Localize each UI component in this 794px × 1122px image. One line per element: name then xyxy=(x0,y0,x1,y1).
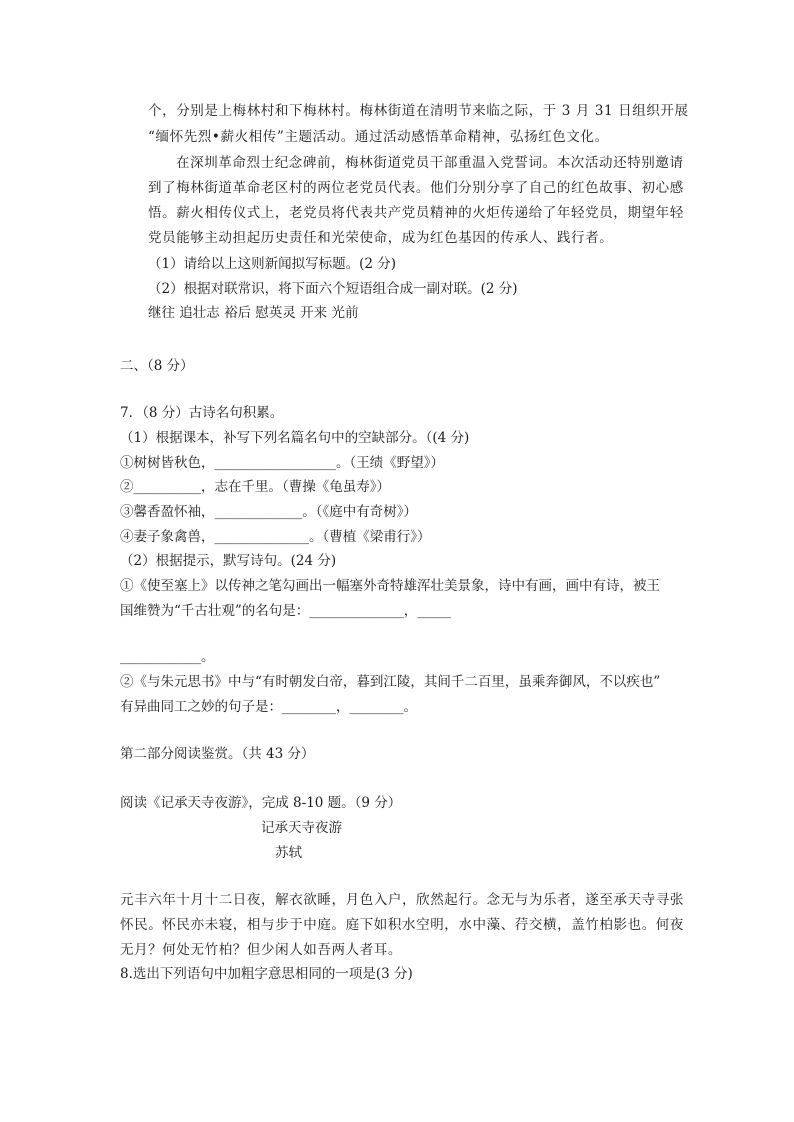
news-text-line-5: 悟。薪火相传仪式上，老党员将代表共产党员精神的火炬传递给了年轻党员，期望年轻 xyxy=(148,205,684,221)
question-2: （2）根据对联常识，将下面六个短语组合成一副对联。(2 分) xyxy=(148,281,518,297)
passage-author: 苏轼 xyxy=(275,845,302,861)
fill-item-5-line-1: ①《使至塞上》以传神之笔勾画出一幅塞外奇特雄浑壮美景象，诗中有画，画中有诗，被王 xyxy=(120,578,660,594)
passage-title: 记承天寺夜游 xyxy=(261,820,342,836)
fill-item-5-line-2: 国维赞为“千古壮观”的名句是：______________，_____ xyxy=(120,603,452,619)
question-1: （1）请给以上这则新闻拟写标题。(2 分) xyxy=(148,256,397,272)
news-text-line-2: “缅怀先烈•薪火相传”主题活动。通过活动感悟革命精神，弘扬红色文化。 xyxy=(148,129,609,145)
fill-item-5-line-3: ____________。 xyxy=(120,649,215,665)
news-text-line-4: 到了梅林街道革命老区村的两位老党员代表。他们分别分享了自己的红色故事、初心感 xyxy=(148,180,684,196)
passage-line-3: 无月？何处无竹柏？但少闲人如吾两人者耳。 xyxy=(120,942,402,958)
fill-item-6-line-2: 有异曲同工之妙的句子是：________，________。 xyxy=(120,699,417,715)
passage-line-2: 怀民。怀民亦未寝，相与步于中庭。庭下如积水空明，水中藻、荇交横，盖竹柏影也。何夜 xyxy=(120,917,684,933)
news-text-line-1: 个，分别是上梅林村和下梅林村。梅林街道在清明节来临之际，于 3 月 31 日组织开展 xyxy=(148,103,689,119)
question-7: 7．（8 分）古诗名句积累。 xyxy=(120,405,284,421)
fill-item-6-line-1: ②《与朱元思书》中与“有时朝发白帝，暮到江陵，其间千二百里，虽乘奔御风，不以疾也” xyxy=(120,674,661,690)
question-7-2: （2）根据提示，默写诗句。(24 分) xyxy=(120,553,337,569)
fill-item-1: ①树树皆秋色，__________________。（王绩《野望》） xyxy=(120,455,444,471)
question-7-1: （1）根据课本，补写下列名篇名句中的空缺部分。（(4 分) xyxy=(120,430,470,446)
fill-item-4: ④妻子象禽兽，______________。（曹植《梁甫行》） xyxy=(120,529,431,545)
fill-item-2: ②__________，志在千里。（曹操《龟虽寿》） xyxy=(120,479,390,495)
passage-line-1: 元丰六年十月十二日夜，解衣欲睡，月色入户，欣然起行。念无与为乐者，遂至承天寺寻张 xyxy=(120,892,684,908)
news-text-line-6: 党员能够主动担起历史责任和光荣使命，成为红色基因的传承人、践行者。 xyxy=(148,230,614,246)
section-two-heading: 二、（8 分） xyxy=(120,358,194,374)
couplet-phrases: 继往 追壮志 裕后 慰英灵 开来 光前 xyxy=(148,305,359,321)
reading-instruction: 阅读《记承天寺夜游》，完成 8-10 题。（9 分） xyxy=(120,795,402,811)
news-text-line-3: 在深圳革命烈士纪念碑前，梅林街道党员干部重温入党誓词。本次活动还特别邀请 xyxy=(176,155,684,171)
part-two-heading: 第二部分阅读鉴赏。（共 43 分） xyxy=(120,746,315,762)
question-8: 8.选出下列语句中加粗字意思相同的一项是(3 分) xyxy=(120,966,413,982)
fill-item-3: ③馨香盈怀袖，_____________。（《庭中有奇树》） xyxy=(120,504,417,520)
